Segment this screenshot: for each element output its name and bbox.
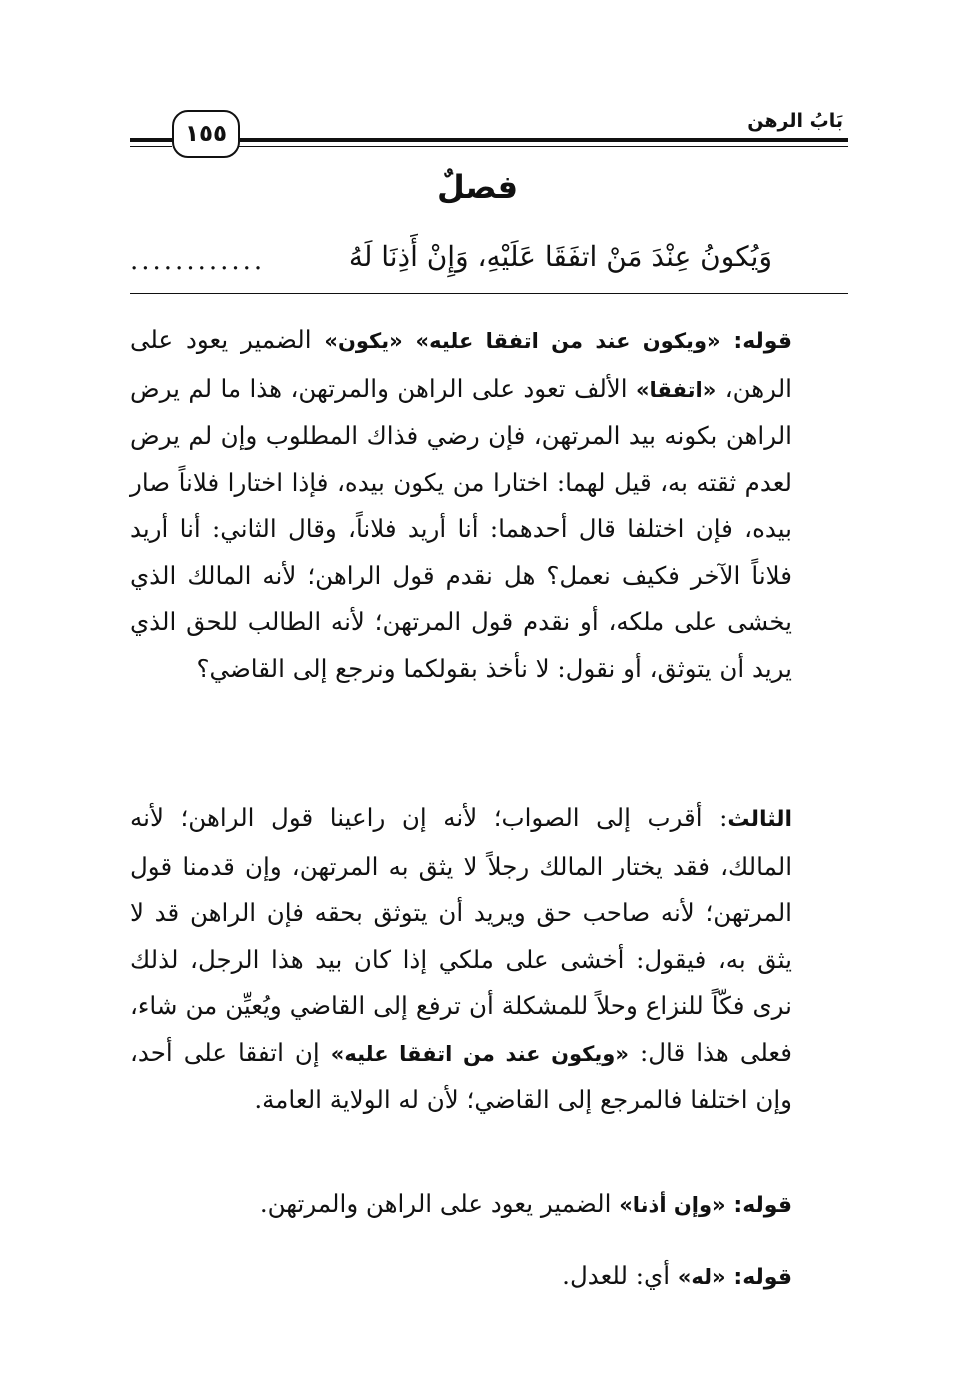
paragraph-text: : أقرب إلى الصواب؛ لأنه إن راعينا قول الراهن؛ لأنه المالك، فقد يختار المالك رجلاً لا يثق به المرتهن، وإن قدمنا قول المرتهن؛ لأنه صاحب حق ويريد أن يتوثق بحقه فإن الراهن قد لا يثق به، فيقول: أخشى على ملكي إذا كان بيد هذا الرجل، لذلك نرى فكّاً للنزاع وحلاً للمشكلة أن ترفع إلى القاضي ويُعيِّن من شاء، فعلى هذا قال: — [130, 803, 792, 1067]
paragraph-lead: قوله: — [733, 329, 792, 354]
quoted-term: «اتفقا» — [635, 377, 717, 402]
quoted-term: «له» — [677, 1265, 726, 1289]
paragraph-lead: الثالث — [727, 807, 792, 832]
matn-text: وَيُكونُ عِنْدَ مَنْ اتفَقَا عَلَيْهِ، وَإِنْ أَذِنَا لَهُ — [348, 240, 772, 273]
quoted-term: «ويكون عند من اتفقا عليه» — [415, 329, 721, 353]
paragraph-lead: قوله: — [733, 1193, 792, 1218]
paragraph-2 — [130, 795, 840, 1124]
paragraph-lead: قوله: — [733, 1265, 792, 1290]
paragraph-1 — [130, 317, 840, 692]
header-rule-left — [130, 138, 172, 142]
paragraph-text: الضمير يعود على الراهن والمرتهن. — [259, 1189, 612, 1218]
page-number: ١٥٥ — [172, 110, 240, 158]
quoted-term: «ويكون عند من اتفقا عليه» — [330, 1041, 629, 1066]
header-rule-right — [238, 138, 848, 142]
paragraph-text: أي: للعدل. — [562, 1261, 671, 1290]
quoted-term: «يكون» — [324, 329, 403, 353]
matn-dots: ............ — [130, 246, 266, 276]
paragraph-text: الألف تعود على الراهن والمرتهن، هذا ما لم يرض الراهن بكونه بيد المرتهن، فإن رضي فذاك المطلوب وإن لم يرض لعدم ثقته به، قيل لهما: اختارا من يكون بيده، فإذا اختارا فلاناً صار بيده، فإن اختلفا قال أحدهما: أنا أريد فلاناً، وقال الثاني: أنا أريد فلاناً الآخر فكيف نعمل؟ هل نقدم قول الراهن؛ لأنه المالك الذي يخشى على ملكه، أو نقدم قول المرتهن؛ لأنه الطالب للحق الذي يريد أن يتوثق، أو نقول: لا نأخذ بقولكما ونرجع إلى القاضي؟ — [130, 373, 792, 683]
paragraph-text: إن اتفقا على أحد، وإن اختلفا فالمرجع إلى القاضي؛ لأن له الولاية العامة. — [130, 1037, 792, 1114]
quoted-term: «وإن أذنا» — [619, 1193, 726, 1217]
matn-divider — [130, 293, 848, 294]
paragraph-3 — [130, 1181, 840, 1230]
chapter-title: بَابُ الرهن — [747, 110, 843, 132]
section-title: فصلٌ — [436, 168, 519, 206]
header-rule-left-thin — [130, 146, 172, 147]
paragraph-text: الضمير يعود على الرهن، — [130, 325, 792, 403]
paragraph-4 — [130, 1253, 840, 1302]
header-rule-right-thin — [238, 146, 848, 147]
